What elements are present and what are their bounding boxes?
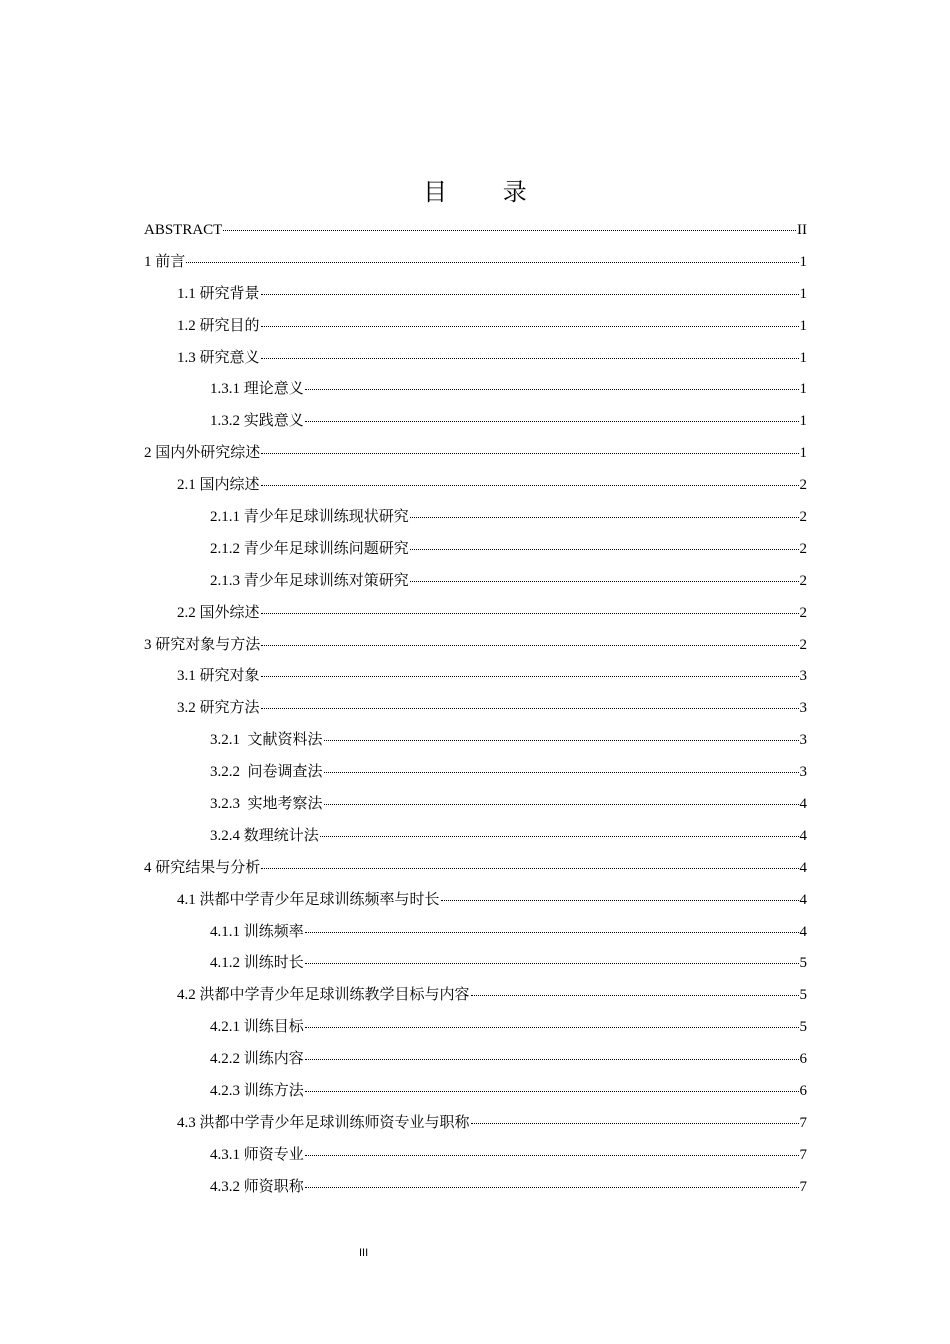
toc-entry-page-number: 2 — [799, 636, 807, 653]
toc-entry-title: 3.2.3 实地考察法 — [210, 796, 323, 813]
toc-entry-page-number: 2 — [799, 509, 807, 526]
toc-entry-title: 4.2.2 训练内容 — [210, 1051, 304, 1068]
toc-entry-title: 4.1 洪都中学青少年足球训练频率与时长 — [177, 891, 440, 908]
toc-entry-page-number: II — [797, 222, 807, 238]
toc-entry-title: 4.2.3 训练方法 — [210, 1083, 304, 1100]
toc-entry-page-number: 1 — [799, 381, 807, 398]
toc-entry[interactable] — [144, 725, 807, 757]
toc-entry[interactable] — [144, 917, 807, 949]
toc-entry-page-number: 4 — [799, 859, 807, 876]
toc-dot-leader — [186, 261, 798, 263]
toc-entry[interactable] — [144, 566, 807, 598]
toc-entry[interactable] — [144, 821, 807, 853]
toc-entry-title: 4.2.1 训练目标 — [210, 1019, 304, 1036]
toc-dot-leader — [261, 452, 798, 454]
toc-entry[interactable] — [144, 948, 807, 980]
toc-entry-page-number: 2 — [799, 540, 807, 557]
toc-dot-leader — [261, 867, 798, 869]
toc-entry-title: 2.1.2 青少年足球训练问题研究 — [210, 540, 409, 557]
toc-dot-leader — [305, 1154, 799, 1156]
toc-entry-page-number: 3 — [799, 764, 807, 781]
toc-dot-leader — [305, 1058, 799, 1060]
toc-entry[interactable] — [144, 1108, 807, 1140]
page-title: 目 录 — [423, 178, 551, 206]
toc-entry-page-number: 5 — [799, 987, 807, 1004]
toc-entry[interactable] — [144, 1076, 807, 1108]
toc-dot-leader — [410, 580, 799, 582]
toc-entry-title: 1 前言 — [144, 253, 186, 270]
toc-dot-leader — [305, 420, 799, 422]
toc-entry-page-number: 1 — [799, 317, 807, 334]
toc-entry[interactable] — [144, 406, 807, 438]
toc-entry-page-number: 2 — [799, 604, 807, 621]
toc-entry-page-number: 3 — [799, 700, 807, 717]
toc-entry-page-number: 1 — [799, 349, 807, 366]
toc-entry[interactable] — [144, 757, 807, 789]
toc-dot-leader — [305, 1090, 799, 1092]
toc-entry-page-number: 1 — [799, 285, 807, 302]
toc-entry[interactable] — [144, 343, 807, 375]
toc-entry[interactable] — [144, 311, 807, 343]
toc-dot-leader — [324, 803, 799, 805]
toc-entry[interactable] — [144, 853, 807, 885]
toc-dot-leader — [261, 484, 799, 486]
toc-dot-leader — [305, 931, 799, 933]
toc-entry-page-number: 4 — [799, 827, 807, 844]
toc-entry-title: 4.3.1 师资专业 — [210, 1146, 304, 1163]
toc-entry-title: 4.2 洪都中学青少年足球训练教学目标与内容 — [177, 987, 470, 1004]
toc-entry-page-number: 5 — [799, 1019, 807, 1036]
toc-entry[interactable] — [144, 885, 807, 917]
toc-entry-title: 4 研究结果与分析 — [144, 859, 261, 876]
toc-entry[interactable] — [144, 1172, 807, 1204]
toc-entry-title: 3.2.2 问卷调查法 — [210, 764, 323, 781]
toc-entry-page-number: 7 — [799, 1178, 807, 1195]
toc-entry[interactable] — [144, 534, 807, 566]
toc-entry-title: 3.2.4 数理统计法 — [210, 827, 319, 844]
toc-dot-leader — [410, 516, 799, 518]
toc-entry-title: 2 国内外研究综述 — [144, 445, 261, 462]
toc-entry-page-number: 1 — [799, 445, 807, 462]
toc-entry[interactable] — [144, 438, 807, 470]
toc-dot-leader — [261, 357, 799, 359]
toc-entry-page-number: 7 — [799, 1114, 807, 1131]
toc-entry[interactable] — [144, 1140, 807, 1172]
toc-entry-page-number: 4 — [799, 923, 807, 940]
toc-entry[interactable] — [144, 470, 807, 502]
toc-dot-leader — [261, 325, 799, 327]
toc-entry[interactable] — [144, 598, 807, 630]
toc-entry[interactable] — [144, 980, 807, 1012]
toc-dot-leader — [324, 771, 799, 773]
toc-dot-leader — [305, 388, 799, 390]
toc-entry-title: 2.2 国外综述 — [177, 604, 260, 621]
toc-entry[interactable] — [144, 693, 807, 725]
toc-entry-title: 4.3.2 师资职称 — [210, 1178, 304, 1195]
toc-dot-leader — [305, 1186, 799, 1188]
table-of-contents — [144, 215, 807, 1204]
toc-entry-page-number: 4 — [799, 891, 807, 908]
toc-entry-title: ABSTRACT — [144, 222, 223, 238]
toc-entry-page-number: 6 — [799, 1083, 807, 1100]
toc-dot-leader — [261, 644, 798, 646]
toc-entry-title: 4.1.2 训练时长 — [210, 955, 304, 972]
toc-entry-title: 4.1.1 训练频率 — [210, 923, 304, 940]
toc-entry-title: 3.2 研究方法 — [177, 700, 260, 717]
toc-dot-leader — [223, 229, 796, 231]
toc-dot-leader — [324, 739, 799, 741]
toc-entry[interactable] — [144, 630, 807, 662]
toc-entry-title: 4.3 洪都中学青少年足球训练师资专业与职称 — [177, 1114, 470, 1131]
toc-dot-leader — [305, 1026, 799, 1028]
toc-entry-page-number: 3 — [799, 668, 807, 685]
toc-entry[interactable] — [144, 247, 807, 279]
toc-entry-title: 1.1 研究背景 — [177, 285, 260, 302]
toc-entry-title: 1.2 研究目的 — [177, 317, 260, 334]
toc-entry-page-number: 1 — [799, 253, 807, 270]
toc-dot-leader — [261, 675, 799, 677]
toc-dot-leader — [261, 293, 799, 295]
toc-entry[interactable] — [144, 279, 807, 311]
toc-entry-page-number: 4 — [799, 796, 807, 813]
toc-entry[interactable] — [144, 1044, 807, 1076]
toc-entry[interactable] — [144, 789, 807, 821]
toc-entry-page-number: 3 — [799, 732, 807, 749]
toc-dot-leader — [261, 612, 799, 614]
toc-entry[interactable] — [144, 502, 807, 534]
toc-entry-title: 1.3 研究意义 — [177, 349, 260, 366]
toc-entry-title: 2.1 国内综述 — [177, 477, 260, 494]
toc-dot-leader — [410, 548, 799, 550]
toc-entry[interactable] — [144, 1012, 807, 1044]
toc-entry-page-number: 5 — [799, 955, 807, 972]
toc-entry-page-number: 2 — [799, 572, 807, 589]
toc-entry-page-number: 6 — [799, 1051, 807, 1068]
toc-entry-title: 2.1.1 青少年足球训练现状研究 — [210, 509, 409, 526]
toc-entry-title: 2.1.3 青少年足球训练对策研究 — [210, 572, 409, 589]
toc-dot-leader — [305, 962, 799, 964]
footer-page-number: III — [359, 1247, 369, 1259]
toc-entry-title: 3.2.1 文献资料法 — [210, 732, 323, 749]
toc-entry-title: 1.3.2 实践意义 — [210, 413, 304, 430]
toc-entry-page-number: 7 — [799, 1146, 807, 1163]
toc-entry[interactable] — [144, 374, 807, 406]
toc-entry-page-number: 2 — [799, 477, 807, 494]
toc-dot-leader — [441, 899, 799, 901]
toc-entry-page-number: 1 — [799, 413, 807, 430]
toc-entry[interactable] — [144, 215, 807, 247]
toc-dot-leader — [261, 707, 799, 709]
toc-dot-leader — [471, 994, 799, 996]
toc-dot-leader — [471, 1122, 799, 1124]
toc-entry-title: 1.3.1 理论意义 — [210, 381, 304, 398]
toc-dot-leader — [320, 835, 799, 837]
toc-entry-title: 3.1 研究对象 — [177, 668, 260, 685]
toc-entry-title: 3 研究对象与方法 — [144, 636, 261, 653]
toc-entry[interactable] — [144, 661, 807, 693]
